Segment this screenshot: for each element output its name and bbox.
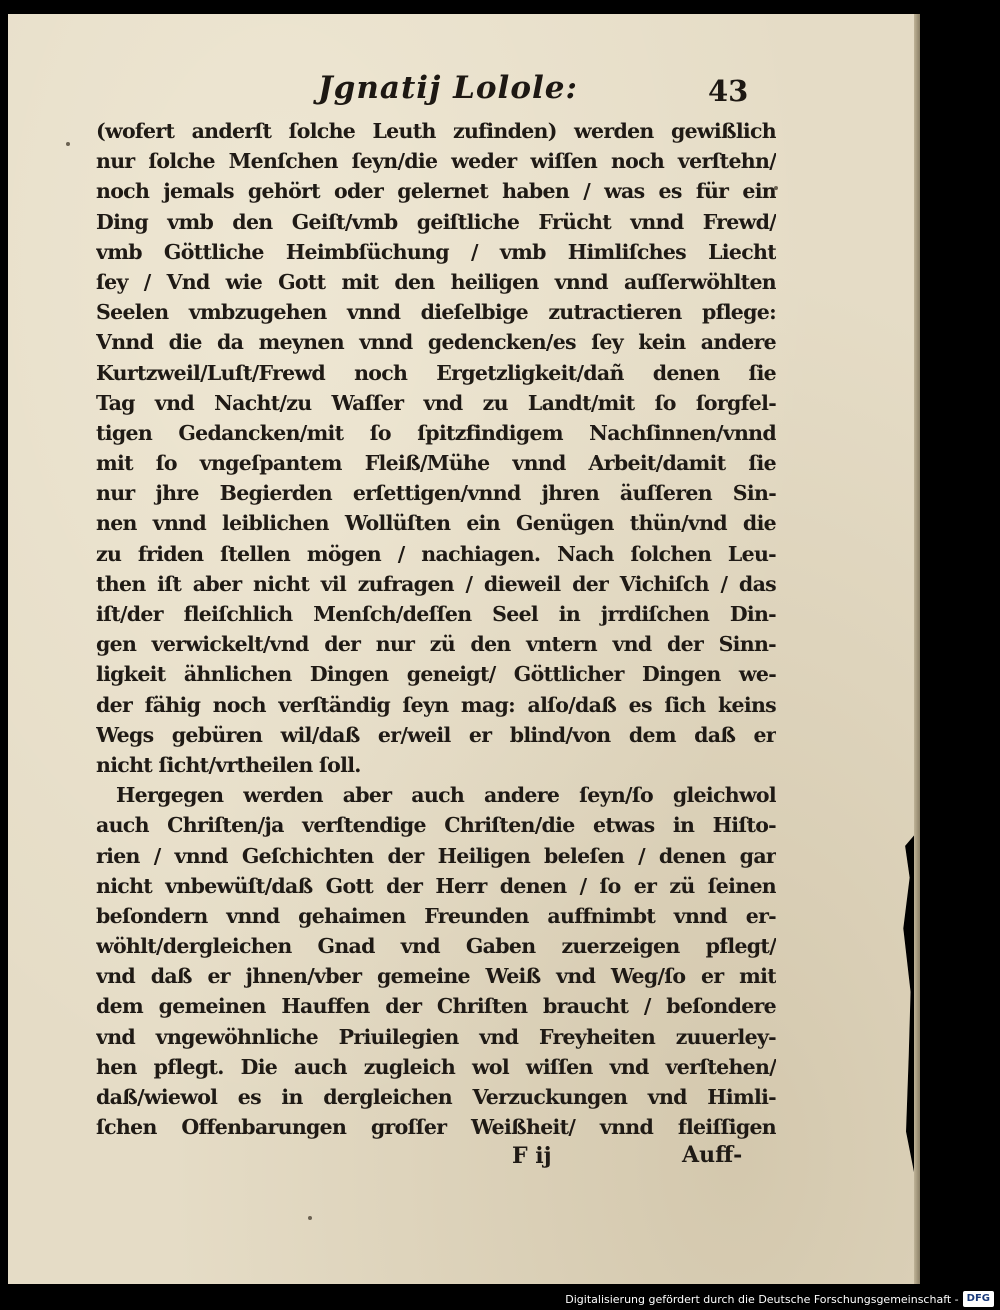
text-line: vmb Göttliche Heimbſüchung / vmb Himliſches Liecht [96, 239, 776, 264]
text-line: Wegs gebüren wil/daß er/weil er blind/von dem daß er [96, 722, 776, 747]
footer-credit [565, 1290, 994, 1308]
text-line: Seelen vmbzugehen vnnd dieſelbige zutractieren pflege: [96, 300, 776, 325]
text-line: Vnnd die da meynen vnnd gedencken/es ſey kein andere [96, 330, 776, 355]
running-head: Jgnatij Lolole: [318, 70, 578, 106]
text-line: nur ſolche Menſchen ſeyn/die weder wiſſen noch verſtehn/ [96, 149, 776, 174]
text-line: Kurtzweil/Luſt/Frewd noch Ergetzligkeit/dañ denen ſie [96, 360, 776, 385]
catchword: Auff- [682, 1142, 743, 1168]
text-line: iſt/der fleiſchlich Menſch/deſſen Seel in jrrdiſchen Din- [96, 602, 776, 626]
page-number: 43 [708, 74, 749, 108]
text-line: nicht vnbewüſt/daß Gott der Herr denen / ſo er zü ſeinen [96, 873, 776, 898]
text-line: mit ſo vngeſpantem Fleiß/Mühe vnnd Arbeit/damit ſie [96, 451, 776, 476]
text-line: nicht ſicht/vrtheilen ſoll. [96, 752, 361, 777]
text-line: der fähig noch verſtändig ſeyn mag: alſo/daß es ſich keins [96, 692, 776, 717]
text-line: Hergegen werden aber auch andere ſeyn/ſo gleichwol [116, 783, 776, 808]
ink-speck [308, 1216, 312, 1220]
signature-mark: F ij [512, 1143, 552, 1169]
body-text [96, 116, 776, 1142]
text-line: ſchen Offenbarungen groſſer Weißheit/ vnnd fleiſſigen [96, 1115, 776, 1140]
dfg-logo: DFG [963, 1291, 994, 1307]
page-edge [914, 14, 920, 1284]
text-line: dem gemeinen Hauffen der Chriſten braucht / beſondere [96, 994, 776, 1019]
text-line: vnd daß er jhnen/vber gemeine Weiß vnd Weg/ſo er mit [96, 964, 776, 989]
text-line: daß/wiewol es in dergleichen Verzuckungen vnd Himli- [96, 1085, 776, 1109]
text-line: Tag vnd Nacht/zu Waſſer vnd zu Landt/mit ſo ſorgfel- [96, 390, 776, 415]
text-line: vnd vngewöhnliche Priuilegien vnd Freyheiten zuuerley- [96, 1024, 776, 1049]
text-line: auch Chriſten/ja verſtendige Chriſten/die etwas in Hiſto- [96, 813, 776, 838]
text-line: wöhlt/dergleichen Gnad vnd Gaben zuerzeigen pflegt/ [96, 934, 776, 959]
text-line: ſey / Vnd wie Gott mit den heiligen vnnd auſſerwöhlten [96, 269, 776, 294]
ink-speck [66, 142, 70, 146]
text-line: then iſt aber nicht vil zufragen / dieweil der Vichiſch / das [96, 571, 776, 596]
text-line: Ding vmb den Geiſt/vmb geiſtliche Frücht vnnd Frewd/ [96, 209, 776, 234]
text-line: rien / vnnd Geſchichten der Heiligen beleſen / denen gar [96, 843, 776, 868]
footer-text: Digitalisierung gefördert durch die Deutsche Forschungsgemeinschaft - [565, 1292, 959, 1306]
text-line: noch jemals gehört oder gelernet haben / was es für ein [96, 179, 776, 204]
text-line: zu friden ſtellen mögen / nachiagen. Nach ſolchen Leu- [96, 541, 776, 566]
text-line: hen pflegt. Die auch zugleich wol wiſſen vnd verſtehen/ [96, 1054, 776, 1079]
text-line: nen vnnd leiblichen Wollüſten ein Genügen thün/vnd die [96, 511, 776, 536]
text-line: (wofert anderſt ſolche Leuth zufinden) werden gewißlich [96, 119, 776, 143]
text-line: beſondern vnnd gehaimen Freunden auffnimbt vnnd er- [96, 903, 776, 928]
text-line: tigen Gedancken/mit ſo ſpitzfindigem Nachſinnen/vnnd [96, 420, 776, 445]
text-line: ligkeit ähnlichen Dingen geneigt/ Göttlicher Dingen we- [96, 662, 776, 687]
text-line: nur jhre Begierden erſettigen/vnnd jhren äuſſeren Sin- [96, 481, 776, 506]
text-line: gen verwickelt/vnd der nur zü den vntern vnd der Sinn- [96, 632, 776, 657]
